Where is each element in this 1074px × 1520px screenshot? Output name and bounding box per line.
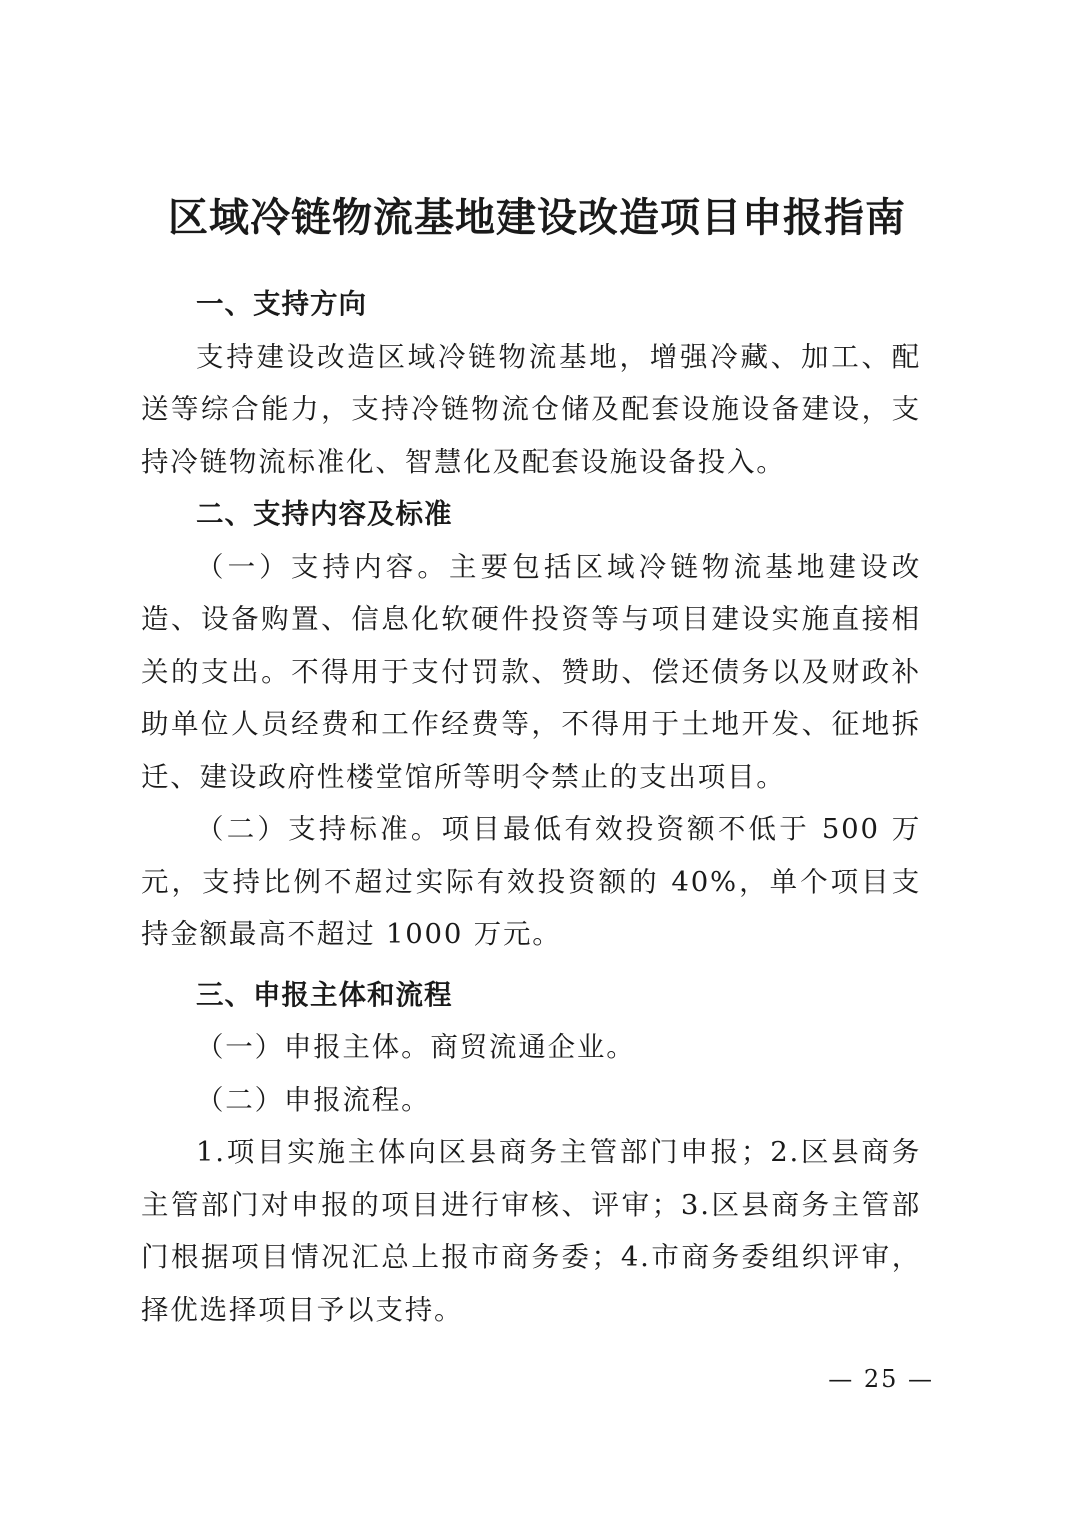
section-heading-applicant-process: 三、申报主体和流程 xyxy=(196,978,453,1011)
paragraph-process-steps: 1.项目实施主体向区县商务主管部门申报；2.区县商务主管部门对申报的项目进行审核、评审；3.区县商务主管部门根据项目情况汇总上报市商务委；4.市商务委组织评审，择优选择项目予以支持。 xyxy=(141,1136,921,1326)
section-heading-support-content-standard: 二、支持内容及标准 xyxy=(196,498,453,530)
page-number: — 25 — xyxy=(828,1365,934,1393)
paragraph-applicant xyxy=(141,1021,921,1074)
section-heading-support-direction: 一、支持方向 xyxy=(196,288,367,320)
text-support-standard: 项目最低有效投资额不低于 500 万元，支持比例不超过实际有效投资额的 40%，单个项目支持金额最高不超过 1000 万元。 xyxy=(141,813,921,950)
sub-label-applicant: （一）申报主体。 xyxy=(196,1031,431,1063)
sub-label-support-content: （一）支持内容。 xyxy=(196,550,449,583)
text-applicant: 商贸流通企业。 xyxy=(430,1031,636,1063)
paragraph-support-standard xyxy=(141,803,921,961)
paragraph-support-content xyxy=(141,541,921,804)
document-body xyxy=(141,278,921,1336)
paragraph-process-label xyxy=(141,1074,921,1127)
text-support-content: 主要包括区域冷链物流基地建设改造、设备购置、信息化软硬件投资等与项目建设实施直接相关的支出。不得用于支付罚款、赞助、偿还债务以及财政补助单位人员经费和工作经费等，不得用于土地开发、征地拆迁、建设政府性楼堂馆所等明令禁止的支出项目。 xyxy=(141,550,921,793)
paragraph-support-direction: 支持建设改造区域冷链物流基地，增强冷藏、加工、配送等综合能力，支持冷链物流仓储及配套设施设备建设，支持冷链物流标准化、智慧化及配套设施设备投入。 xyxy=(141,340,921,478)
document-title: 区域冷链物流基地建设改造项目申报指南 xyxy=(168,194,906,241)
sub-label-support-standard: （二）支持标准。 xyxy=(196,813,442,845)
sub-label-process: （二）申报流程。 xyxy=(196,1083,431,1116)
